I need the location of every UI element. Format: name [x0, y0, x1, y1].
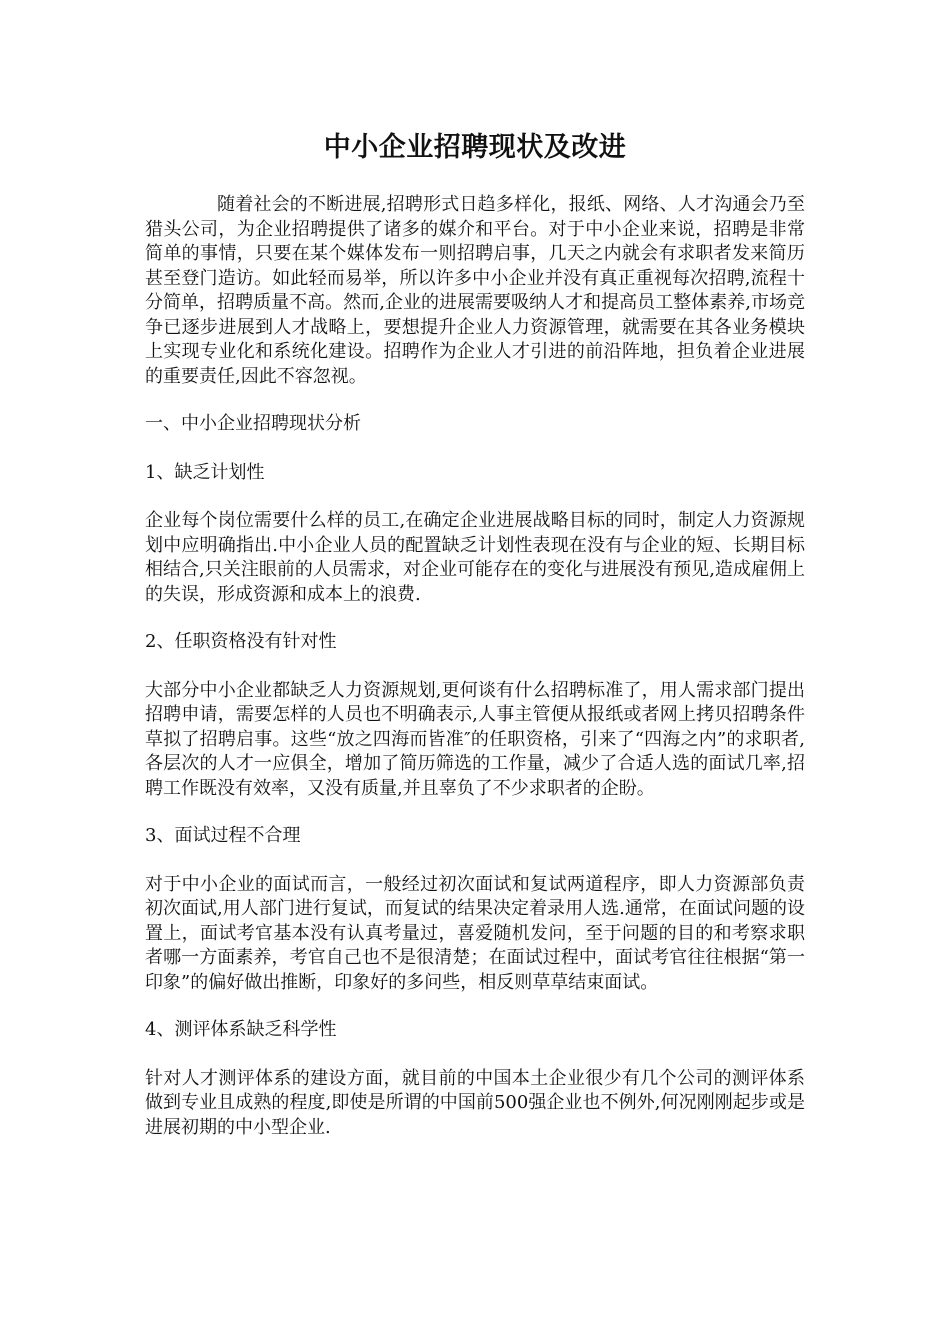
item-heading-1: 1、缺乏计划性 [145, 461, 265, 483]
document-body [145, 193, 805, 1140]
item-heading-3: 3、面试过程不合理 [145, 825, 301, 846]
item-paragraph-1: 企业每个岗位需要什么样的员工,在确定企业进展战略目标的同时，制定人力资源规划中应明确指出.中小企业人员的配置缺乏计划性表现在没有与企业的短、长期目标相结合,只关注眼前的人员需求，对企业可能存在的变化与进展没有预见,造成雇佣上的失误，形成资源和成本上的浪费. [145, 510, 805, 605]
item-heading-2: 2、任职资格没有针对性 [145, 631, 337, 652]
section-heading-1: 一、中小企业招聘现状分析 [145, 413, 361, 434]
item-paragraph-4: 针对人才测评体系的建设方面，就目前的中国本土企业很少有几个公司的测评体系做到专业且成熟的程度,即使是所谓的中国前500强企业也不例外,何况刚刚起步或是进展初期的中小型企业. [145, 1067, 805, 1138]
document-title: 中小企业招聘现状及改进 [323, 132, 627, 163]
intro-paragraph: 随着社会的不断进展,招聘形式日趋多样化，报纸、网络、人才沟通会乃至猎头公司，为企业招聘提供了诸多的媒介和平台。对于中小企业来说，招聘是非常简单的事情，只要在某个媒体发布一则招聘启事，几天之内就会有求职者发来简历甚至登门造访。如此轻而易举，所以许多中小企业并没有真正重视每次招聘,流程十分简单，招聘质量不高。然而,企业的进展需要吸纳人才和提高员工整体素养,市场竞争已逐步进展到人才战略上，要想提升企业人力资源管理，就需要在其各业务模块上实现专业化和系统化建设。招聘作为企业人才引进的前沿阵地，担负着企业进展的重要责任,因此不容忽视。 [145, 194, 805, 387]
item-paragraph-2: 大部分中小企业都缺乏人力资源规划,更何谈有什么招聘标准了，用人需求部门提出招聘申请，需要怎样的人员也不明确表示,人事主管便从报纸或者网上拷贝招聘条件草拟了招聘启事。这些“放之四海而皆准″的任职资格，引来了“四海之内”的求职者,各层次的人才一应俱全，增加了简历筛选的工作量，减少了合适人选的面试几率,招聘工作既没有效率，又没有质量,并且辜负了不少求职者的企盼。 [145, 679, 805, 799]
item-heading-4: 4、测评体系缺乏科学性 [145, 1019, 337, 1040]
item-paragraph-3: 对于中小企业的面试而言，一般经过初次面试和复试两道程序，即人力资源部负责初次面试,用人部门进行复试，而复试的结果决定着录用人选.通常，在面试问题的设置上，面试考官基本没有认真考量过，喜爱随机发问，至于问题的目的和考察求职者哪一方面素养，考官自己也不是很清楚；在面试过程中，面试考官往往根据“第一印象”的偏好做出推断，印象好的多问些，相反则草草结束面试。 [145, 873, 805, 993]
